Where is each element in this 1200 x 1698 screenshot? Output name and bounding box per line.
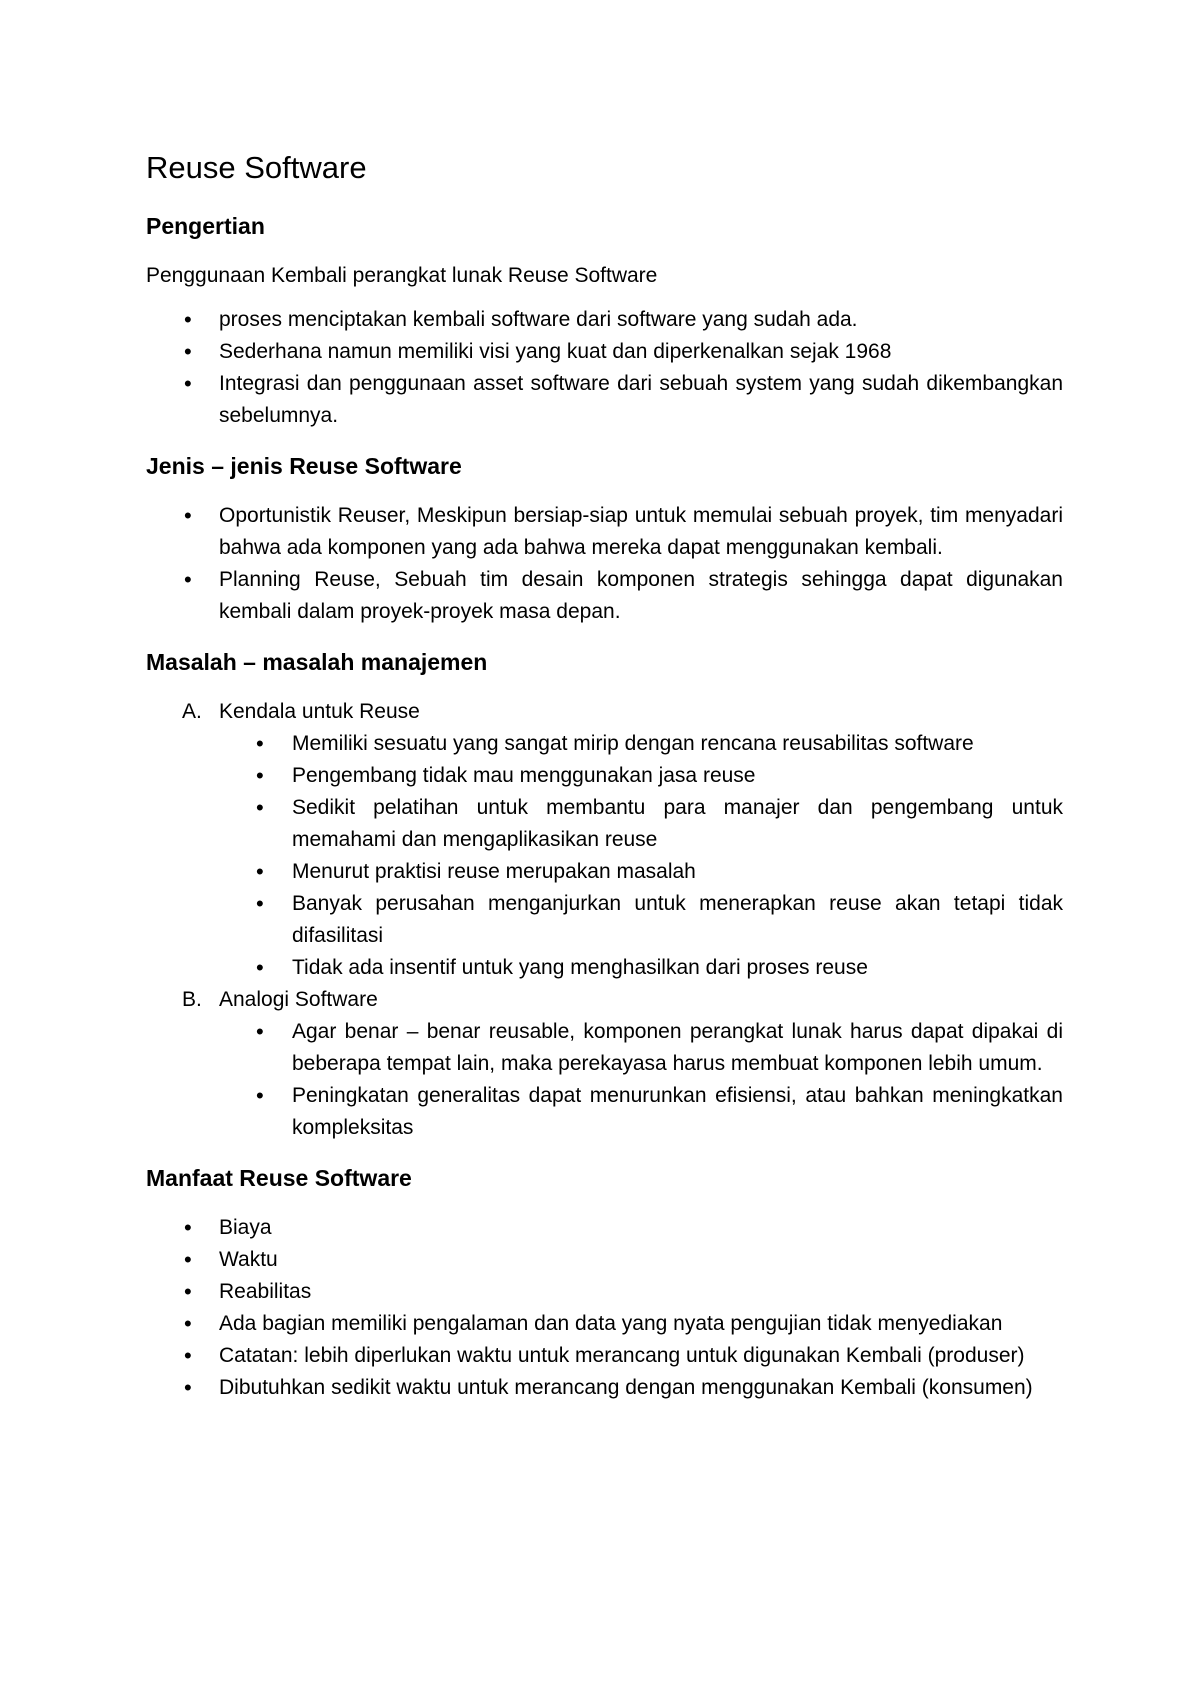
list-item: • Banyak perusahan menganjurkan untuk menerapkan reuse akan tetapi tidak difasilitasi <box>146 888 1063 952</box>
list-marker: A. <box>182 700 202 723</box>
section-heading-jenis: Jenis – jenis Reuse Software <box>146 453 462 479</box>
ordered-item-label: Analogi Software <box>219 988 378 1011</box>
list-item: • Tidak ada insentif untuk yang menghasilkan dari proses reuse <box>146 952 1063 984</box>
list-item: • Sederhana namun memiliki visi yang kuat dan diperkenalkan sejak 1968 <box>146 336 1063 368</box>
bullet-list-manfaat <box>146 1212 1063 1404</box>
list-item: • Memiliki sesuatu yang sangat mirip dengan rencana reusabilitas software <box>146 728 1063 760</box>
list-item: • Sedikit pelatihan untuk membantu para manajer dan pengembang untuk memahami dan mengaplikasikan reuse <box>146 792 1063 856</box>
list-item: • Waktu <box>146 1244 1063 1276</box>
bullet-list-pengertian <box>146 304 1063 432</box>
list-item: • Menurut praktisi reuse merupakan masalah <box>146 856 1063 888</box>
list-item: • Planning Reuse, Sebuah tim desain komponen strategis sehingga dapat digunakan kembali dalam proyek-proyek masa depan. <box>146 564 1063 628</box>
sub-bullet-list <box>219 1016 1063 1144</box>
document-content <box>146 148 1063 1422</box>
document-title: Reuse Software <box>146 150 367 185</box>
list-item: • Integrasi dan penggunaan asset software dari sebuah system yang sudah dikembangkan sebelumnya. <box>146 368 1063 432</box>
ordered-item-label: Kendala untuk Reuse <box>219 700 420 723</box>
ordered-list-masalah <box>146 696 1063 1144</box>
list-item: • Pengembang tidak mau menggunakan jasa reuse <box>146 760 1063 792</box>
list-item: • Ada bagian memiliki pengalaman dan data yang nyata pengujian tidak menyediakan <box>146 1308 1063 1340</box>
section-intro: Penggunaan Kembali perangkat lunak Reuse Software <box>146 264 658 287</box>
bullet-list-jenis <box>146 500 1063 628</box>
list-marker: B. <box>182 988 202 1011</box>
section-heading-manfaat: Manfaat Reuse Software <box>146 1165 412 1191</box>
ordered-item-b <box>146 984 1063 1144</box>
list-item: • Dibutuhkan sedikit waktu untuk merancang dengan menggunakan Kembali (konsumen) <box>146 1372 1063 1404</box>
ordered-item-a <box>146 696 1063 984</box>
list-item: • proses menciptakan kembali software dari software yang sudah ada. <box>146 304 1063 336</box>
list-item: • Reabilitas <box>146 1276 1063 1308</box>
section-heading-pengertian: Pengertian <box>146 213 265 239</box>
list-item: • Peningkatan generalitas dapat menurunkan efisiensi, atau bahkan meningkatkan kompleksitas <box>146 1080 1063 1144</box>
list-item: • Biaya <box>146 1212 1063 1244</box>
list-item: • Agar benar – benar reusable, komponen perangkat lunak harus dapat dipakai di beberapa tempat lain, maka perekayasa harus membuat komponen lebih umum. <box>146 1016 1063 1080</box>
sub-bullet-list <box>219 728 1063 984</box>
list-item: • Oportunistik Reuser, Meskipun bersiap-siap untuk memulai sebuah proyek, tim menyadari bahwa ada komponen yang ada bahwa mereka dapat menggunakan kembali. <box>146 500 1063 564</box>
section-heading-masalah: Masalah – masalah manajemen <box>146 649 488 675</box>
list-item: • Catatan: lebih diperlukan waktu untuk merancang untuk digunakan Kembali (produser) <box>146 1340 1063 1372</box>
